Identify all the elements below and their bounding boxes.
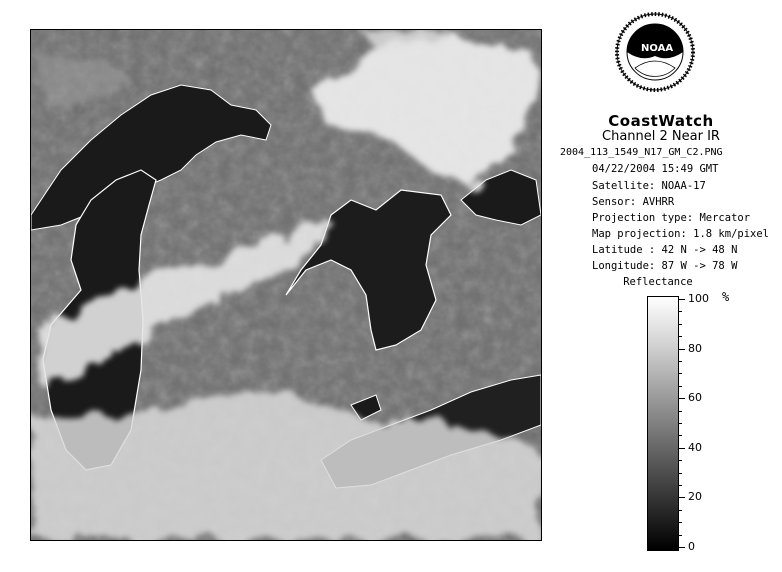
colorbar-minor-tick — [679, 336, 682, 337]
colorbar-minor-tick — [679, 435, 682, 436]
colorbar-minor-tick — [679, 361, 682, 362]
legend-title: Reflectance — [623, 276, 693, 288]
satellite-label: Satellite: NOAA-17 — [592, 180, 706, 192]
channel-label: Channel 2 Near IR — [602, 129, 720, 144]
colorbar-major-tick — [679, 349, 685, 350]
colorbar-major-tick — [679, 497, 685, 498]
noaa-logo — [615, 12, 695, 108]
coastwatch-title: CoastWatch — [608, 112, 714, 130]
colorbar-minor-tick — [679, 373, 682, 374]
noaa-logo-svg — [615, 12, 695, 108]
colorbar-tick-label: 0 — [688, 540, 695, 553]
colorbar-major-tick — [679, 448, 685, 449]
sensor-label: Sensor: AVHRR — [592, 196, 675, 208]
colorbar-major-tick — [679, 547, 685, 548]
colorbar-minor-tick — [679, 311, 682, 312]
colorbar-tick-label: 20 — [688, 490, 702, 504]
colorbar-major-tick — [679, 299, 685, 300]
colorbar-tick-label: 80 — [688, 341, 702, 355]
legend-unit: % — [722, 290, 730, 304]
colorbar-minor-tick — [679, 423, 682, 424]
latitude-range-label: Latitude : 42 N -> 48 N — [592, 244, 738, 256]
colorbar-minor-tick — [679, 324, 682, 325]
colorbar-tick-label: 60 — [688, 391, 702, 405]
colorbar-minor-tick — [679, 522, 682, 523]
colorbar-tick-label: 40 — [688, 440, 702, 454]
file-name: 2004_113_1549_N17_GM_C2.PNG — [560, 147, 723, 158]
noaa-logo-text: NOAA — [641, 43, 674, 54]
satellite-image-map — [30, 29, 542, 541]
map-projection-label: Map projection: 1.8 km/pixel — [592, 228, 770, 240]
colorbar-tick-label: 100 — [688, 292, 709, 305]
great-lakes-map-svg — [31, 30, 541, 540]
colorbar-minor-tick — [679, 460, 682, 461]
projection-type-label: Projection type: Mercator — [592, 212, 751, 224]
colorbar-minor-tick — [679, 411, 682, 412]
colorbar-minor-tick — [679, 386, 682, 387]
reflectance-colorbar — [647, 296, 679, 551]
longitude-range-label: Longitude: 87 W -> 78 W — [592, 260, 738, 272]
colorbar-major-tick — [679, 398, 685, 399]
colorbar-minor-tick — [679, 485, 682, 486]
colorbar-minor-tick — [679, 510, 682, 511]
acquisition-date: 04/22/2004 15:49 GMT — [592, 163, 719, 175]
colorbar-minor-tick — [679, 535, 682, 536]
colorbar-minor-tick — [679, 473, 682, 474]
